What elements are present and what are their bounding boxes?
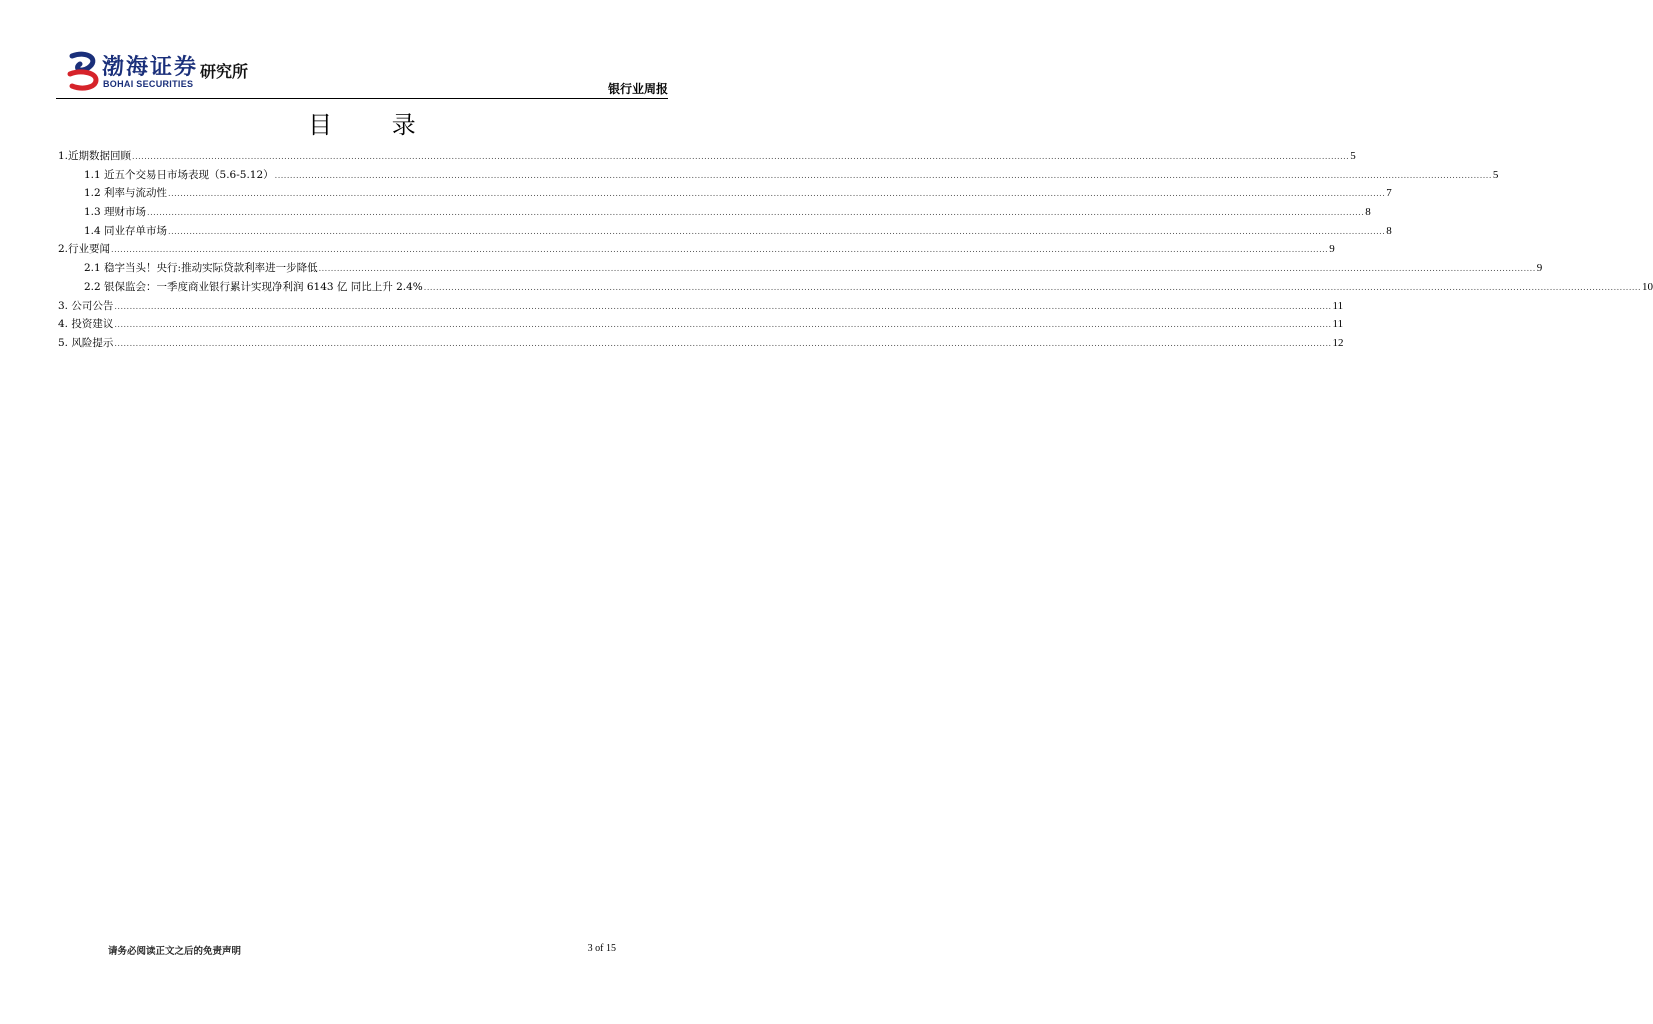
toc-entry-label: 5. 风险提示	[58, 336, 114, 349]
bohai-logo	[66, 52, 286, 96]
toc-entry-page: 11	[1332, 318, 1344, 331]
institute-label: 研究所	[200, 62, 249, 81]
toc-leader-dots: ................................................................................................................................................................................................................................................................................................................................................................................................................	[168, 189, 1386, 199]
toc-entry[interactable]	[58, 259, 1543, 278]
toc-entry[interactable]	[58, 147, 1356, 166]
toc-entry-label: 2.行业要闻	[58, 243, 111, 256]
toc-entry[interactable]	[58, 297, 1344, 316]
toc-entry-page: 8	[1365, 206, 1371, 219]
toc-leader-dots: ................................................................................................................................................................................................................................................................................................................................................................................................................	[423, 282, 1641, 292]
header-divider	[56, 98, 668, 99]
toc-leader-dots: ................................................................................................................................................................................................................................................................................................................................................................................................................	[168, 226, 1386, 236]
toc-entry-label: 1.1 近五个交易日市场表现（5.6-5.12）	[84, 168, 274, 181]
toc-entry[interactable]	[58, 315, 1344, 334]
toc-entry-label: 1.3 理财市场	[84, 206, 147, 219]
toc-leader-dots: ................................................................................................................................................................................................................................................................................................................................................................................................................	[318, 264, 1536, 274]
toc-entry-label: 1.4 同业存单市场	[84, 224, 168, 237]
toc-leader-dots: ................................................................................................................................................................................................................................................................................................................................................................................................................	[274, 170, 1492, 180]
logo-chinese-name: 渤海证券	[102, 54, 199, 80]
toc-entry-page: 12	[1332, 336, 1344, 349]
toc-leader-dots: ................................................................................................................................................................................................................................................................................................................................................................................................................	[114, 320, 1332, 330]
toc-entry[interactable]	[58, 240, 1335, 259]
toc-leader-dots: ................................................................................................................................................................................................................................................................................................................................................................................................................	[114, 301, 1332, 311]
toc-entry[interactable]	[58, 166, 1499, 185]
toc-entry-label: 1.近期数据回顾	[58, 150, 132, 162]
toc-entry-page: 7	[1386, 187, 1392, 200]
toc-entry-page: 11	[1332, 299, 1344, 312]
toc-entry-page: 9	[1536, 262, 1543, 275]
toc-entry-page: 5	[1350, 150, 1356, 162]
toc-entry-label: 3. 公司公告	[58, 299, 114, 312]
report-type-label: 银行业周报	[607, 82, 668, 96]
toc-leader-dots: ................................................................................................................................................................................................................................................................................................................................................................................................................	[132, 152, 1350, 161]
toc-entry-page: 5	[1492, 168, 1499, 181]
toc-entry[interactable]	[58, 203, 1371, 222]
toc-entry[interactable]	[58, 278, 1653, 297]
footer-disclaimer: 请务必阅读正文之后的免责声明	[108, 946, 242, 957]
toc-leader-dots: ................................................................................................................................................................................................................................................................................................................................................................................................................	[147, 208, 1365, 218]
toc-title: 目 录	[308, 111, 442, 139]
toc-entry[interactable]	[58, 184, 1392, 203]
toc-entry-label: 4. 投资建议	[58, 318, 114, 331]
bohai-logo-icon	[66, 52, 102, 92]
toc-entry-label: 1.2 利率与流动性	[84, 187, 168, 200]
toc-entry[interactable]	[58, 222, 1392, 241]
toc-leader-dots: ................................................................................................................................................................................................................................................................................................................................................................................................................	[111, 245, 1329, 255]
toc-entry-page: 9	[1329, 243, 1335, 256]
toc-leader-dots: ................................................................................................................................................................................................................................................................................................................................................................................................................	[114, 338, 1332, 348]
toc-entry-label: 2.2 银保监会：一季度商业银行累计实现净利润 6143 亿 同比上升 2.4%	[84, 280, 423, 293]
toc-entry-page: 10	[1641, 280, 1653, 293]
toc-entry[interactable]	[58, 334, 1344, 353]
footer-page-number: 3 of 15	[587, 943, 616, 954]
toc-entry-label: 2.1 稳字当头！央行:推动实际贷款利率进一步降低	[84, 262, 318, 275]
table-of-contents	[58, 147, 1653, 353]
logo-english-name: BOHAI SECURITIES	[103, 79, 194, 89]
toc-entry-page: 8	[1386, 224, 1392, 237]
